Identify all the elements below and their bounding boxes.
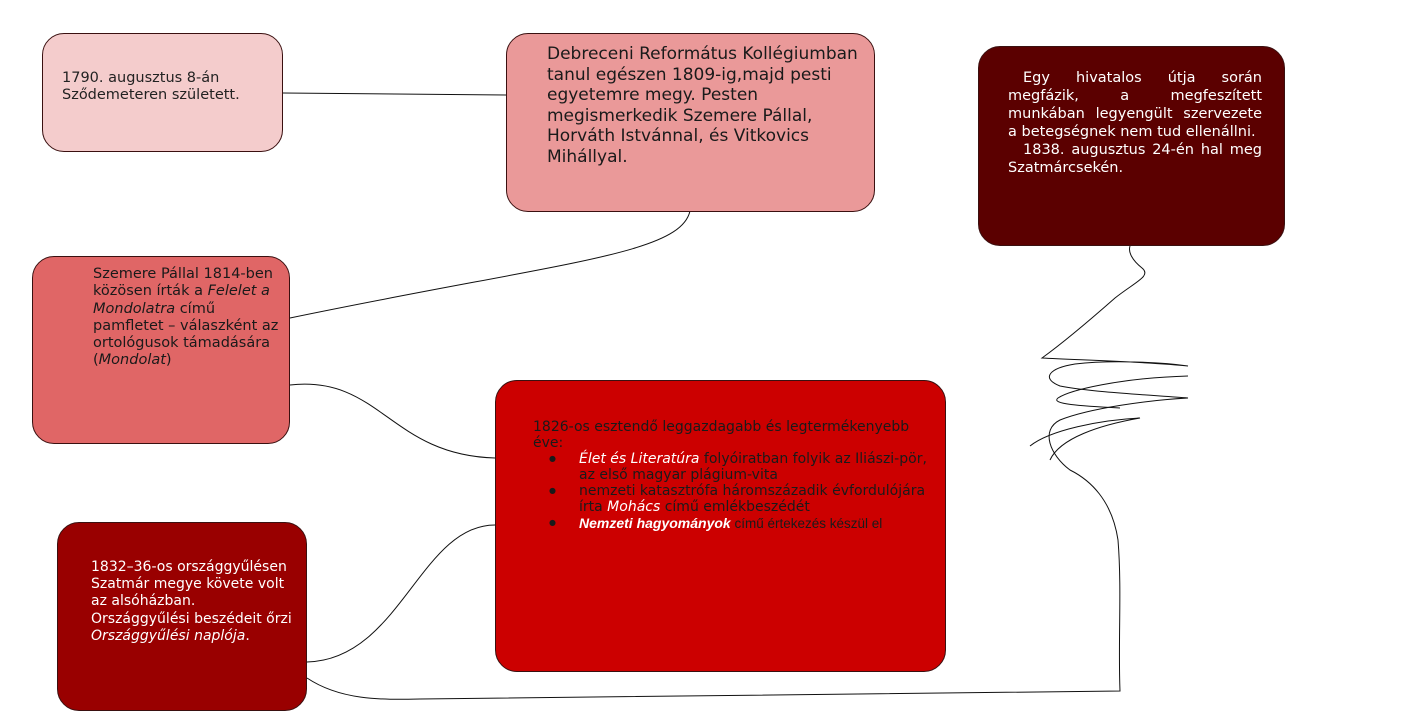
parliament-title: Országgyűlési naplója <box>91 627 246 644</box>
pamphlet-mid: című pamfletet – válaszként az ortológusok támadására ( <box>93 300 279 369</box>
node-death-line2: 1838. augusztus 24-én hal meg Szatmárcsekén. <box>1008 142 1262 176</box>
list-item <box>579 515 931 532</box>
connector-1826-parliament <box>307 525 495 662</box>
node-education-text: Debreceni Református Kollégiumban tanul egészen 1809-ig,majd pesti egyetemre megy. Pesten megismerkedik Szemere Pállal, Horváth Istvánnal, és Vitkovics Mihállyal. <box>547 44 858 167</box>
node-death <box>978 46 1285 246</box>
node-pamphlet <box>32 256 290 444</box>
item2-pre: nemzeti katasztrófa háromszázadik évfordulójára írta <box>579 483 926 515</box>
node-death-line1: Egy hivatalos útja során megfázik, a megfeszített munkában legyengült szervezete a betegségnek nem tud ellenállni. <box>1008 70 1262 140</box>
pamphlet-title2: Mondolat <box>98 352 166 369</box>
list-item <box>579 483 931 515</box>
item1-title: Élet és Literatúra <box>579 451 700 467</box>
item3-post: című értekezés készül el <box>730 516 883 531</box>
item1-rest: folyóiratban folyik az Iliászi-pör, az első magyar plágium-vita <box>579 451 927 483</box>
pamphlet-post: ) <box>165 352 172 369</box>
node-pamphlet-text <box>93 266 281 370</box>
node-education <box>506 33 875 212</box>
connector-pamphlet-1826 <box>290 384 495 458</box>
list-item <box>579 451 931 483</box>
node-1826 <box>495 380 946 672</box>
pamphlet-title: Felelet a Mondolatra <box>93 283 270 317</box>
connector-wave-bottom <box>1030 418 1140 460</box>
node-1826-list <box>533 451 931 532</box>
item2-post: című emlékbeszédét <box>660 499 810 515</box>
connector-wave-lower <box>1057 376 1188 408</box>
connector-education-pamphlet <box>290 211 690 318</box>
node-parliament-text <box>91 559 294 645</box>
item2-title: Mohács <box>607 499 661 515</box>
parliament-post: . <box>245 627 250 644</box>
node-birth <box>42 33 283 152</box>
item3-title: Nemzeti hagyományok <box>579 515 731 531</box>
connector-birth-education <box>283 93 506 95</box>
node-birth-text: 1790. augusztus 8-án Sződemeteren született. <box>62 70 240 103</box>
pamphlet-pre: Szemere Pállal 1814-ben közösen írták a <box>93 266 273 300</box>
node-1826-intro: 1826-os esztendő leggazdagabb és legtermékenyebb éve: <box>533 419 910 451</box>
parliament-pre: 1832–36-os országgyűlésen Szatmár megye követe volt az alsóházban. Országgyűlési beszédeit őrzi <box>91 559 292 627</box>
node-parliament <box>57 522 307 711</box>
